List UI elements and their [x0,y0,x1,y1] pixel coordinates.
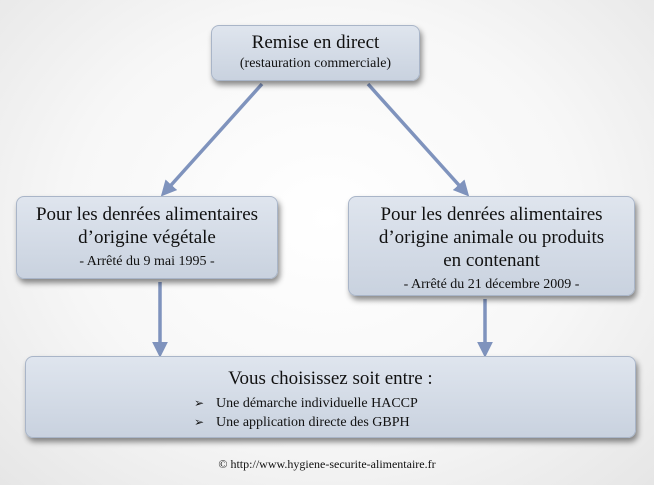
choice-list [194,394,418,432]
arrow-top-to-left [164,84,262,193]
bottom-node-title: Vous choisissez soit entre : [228,368,433,389]
top-node-title: Remise en direct [251,32,380,53]
arrow-bullet-icon: ➢ [194,415,205,429]
top-node-remise-en-direct [211,25,420,81]
top-node-subtitle: (restauration commerciale) [239,56,392,71]
right-node-animal [348,196,635,296]
choice-text: Une application directe des GBPH [216,415,410,430]
bottom-node-choices [25,356,636,438]
list-item [194,394,418,413]
arrow-top-to-right [368,84,466,193]
copyright-footer: © http://www.hygiene-securite-alimentaire.fr [218,457,436,471]
arrow-bullet-icon: ➢ [194,396,205,410]
right-node-decree: - Arrêté du 21 décembre 2009 - [403,277,580,292]
right-node-line1: Pour les denrées alimentaires [380,204,603,225]
left-node-decree: - Arrêté du 9 mai 1995 - [79,254,215,269]
list-item [194,413,418,432]
left-node-line1: Pour les denrées alimentaires [35,204,259,225]
left-node-vegetal [16,196,278,279]
choice-text: Une démarche individuelle HACCP [216,396,418,411]
left-node-line2: d’origine végétale [78,227,216,248]
right-node-line3: en contenant [443,250,540,271]
right-node-line2: d’origine animale ou produits [378,227,605,248]
